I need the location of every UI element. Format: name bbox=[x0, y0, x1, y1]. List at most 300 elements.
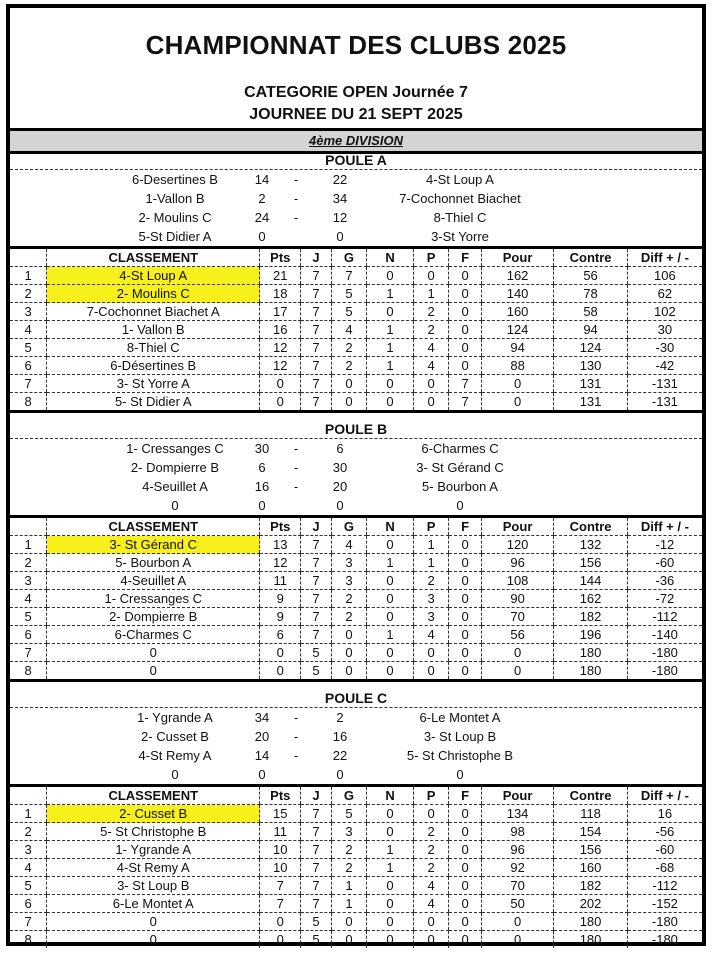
cell-j: 7 bbox=[301, 590, 331, 608]
standings-row bbox=[10, 554, 702, 572]
cell-diff: 102 bbox=[627, 303, 702, 321]
away-team: 5- St Christophe B bbox=[406, 748, 514, 763]
away-score: 0 bbox=[336, 229, 344, 244]
cell-p: 2 bbox=[413, 859, 449, 877]
home-score: 14 bbox=[254, 172, 270, 187]
home-score: 30 bbox=[254, 441, 270, 456]
cell-j: 5 bbox=[301, 931, 331, 949]
cell-rank: 6 bbox=[10, 626, 47, 644]
away-score: 12 bbox=[332, 210, 348, 225]
cell-team: 6-Charmes C bbox=[47, 626, 260, 644]
away-team: 3- St Loup B bbox=[423, 729, 497, 744]
cell-pts: 16 bbox=[260, 321, 301, 339]
home-team: 1-Vallon B bbox=[145, 191, 205, 206]
match-row bbox=[10, 496, 702, 515]
cell-n: 1 bbox=[367, 554, 413, 572]
cell-pts: 7 bbox=[260, 877, 301, 895]
cell-team: 8-Thiel C bbox=[47, 339, 260, 357]
results-sheet bbox=[6, 4, 706, 946]
standings-table bbox=[10, 787, 702, 948]
cell-contre: 180 bbox=[554, 662, 628, 680]
cell-f: 0 bbox=[449, 285, 481, 303]
cell-rank: 4 bbox=[10, 590, 47, 608]
cell-j: 7 bbox=[301, 303, 331, 321]
cell-g: 0 bbox=[331, 393, 367, 411]
cell-pts: 12 bbox=[260, 339, 301, 357]
cell-f: 0 bbox=[449, 536, 481, 554]
cell-j: 7 bbox=[301, 608, 331, 626]
standings-row bbox=[10, 536, 702, 554]
cell-n: 0 bbox=[367, 375, 413, 393]
cell-p: 0 bbox=[413, 931, 449, 949]
cell-team: 0 bbox=[47, 931, 260, 949]
away-team: 6-Le Montet A bbox=[419, 710, 501, 725]
match-list bbox=[10, 170, 702, 246]
standings-row bbox=[10, 931, 702, 949]
column-header bbox=[10, 249, 47, 267]
column-header: Contre bbox=[554, 249, 628, 267]
column-header: N bbox=[367, 518, 413, 536]
cell-contre: 180 bbox=[554, 931, 628, 949]
column-header: Pour bbox=[481, 518, 553, 536]
cell-team: 1- Vallon B bbox=[47, 321, 260, 339]
cell-team: 2- Dompierre B bbox=[47, 608, 260, 626]
standings-table-wrapper bbox=[10, 246, 702, 410]
score-separator: - bbox=[293, 441, 299, 456]
cell-f: 0 bbox=[449, 554, 481, 572]
match-row bbox=[10, 208, 702, 227]
cell-contre: 131 bbox=[554, 393, 628, 411]
cell-j: 5 bbox=[301, 662, 331, 680]
away-score: 0 bbox=[336, 498, 344, 513]
cell-f: 0 bbox=[449, 321, 481, 339]
home-team: 2- Dompierre B bbox=[130, 460, 220, 475]
cell-diff: -60 bbox=[627, 554, 702, 572]
cell-j: 7 bbox=[301, 895, 331, 913]
cell-team: 4-St Loup A bbox=[47, 267, 260, 285]
cell-f: 7 bbox=[449, 375, 481, 393]
cell-n: 0 bbox=[367, 805, 413, 823]
cell-pts: 0 bbox=[260, 375, 301, 393]
cell-g: 5 bbox=[331, 285, 367, 303]
cell-pour: 70 bbox=[481, 877, 553, 895]
cell-f: 0 bbox=[449, 572, 481, 590]
cell-contre: 162 bbox=[554, 590, 628, 608]
cell-pour: 0 bbox=[481, 393, 553, 411]
cell-n: 0 bbox=[367, 823, 413, 841]
page-title: CHAMPIONNAT DES CLUBS 2025 bbox=[145, 30, 567, 60]
cell-diff: -12 bbox=[627, 536, 702, 554]
cell-diff: -72 bbox=[627, 590, 702, 608]
cell-f: 0 bbox=[449, 267, 481, 285]
match-row bbox=[10, 727, 702, 746]
cell-diff: -131 bbox=[627, 375, 702, 393]
column-header: CLASSEMENT bbox=[47, 249, 260, 267]
column-header: F bbox=[449, 518, 481, 536]
cell-j: 7 bbox=[301, 339, 331, 357]
cell-rank: 2 bbox=[10, 554, 47, 572]
cell-pour: 70 bbox=[481, 608, 553, 626]
cell-pour: 98 bbox=[481, 823, 553, 841]
away-team: 3- St Gérand C bbox=[416, 460, 504, 475]
column-header: J bbox=[301, 518, 331, 536]
standings-row bbox=[10, 895, 702, 913]
cell-p: 0 bbox=[413, 805, 449, 823]
cell-f: 0 bbox=[449, 913, 481, 931]
cell-n: 1 bbox=[367, 626, 413, 644]
cell-rank: 5 bbox=[10, 339, 47, 357]
away-team: 3-St Yorre bbox=[431, 229, 489, 244]
home-team: 1- Ygrande A bbox=[137, 710, 213, 725]
standings-row bbox=[10, 805, 702, 823]
cell-rank: 4 bbox=[10, 859, 47, 877]
poule-title: POULE B bbox=[10, 420, 702, 439]
standings-table-wrapper bbox=[10, 784, 702, 948]
cell-n: 0 bbox=[367, 608, 413, 626]
score-separator: - bbox=[293, 210, 299, 225]
away-score: 22 bbox=[332, 748, 348, 763]
standings-row bbox=[10, 572, 702, 590]
column-header: G bbox=[331, 787, 367, 805]
cell-g: 2 bbox=[331, 608, 367, 626]
home-team: 4-Seuillet A bbox=[142, 479, 208, 494]
cell-f: 0 bbox=[449, 895, 481, 913]
cell-f: 0 bbox=[449, 590, 481, 608]
cell-g: 4 bbox=[331, 321, 367, 339]
column-header: J bbox=[301, 249, 331, 267]
column-header bbox=[10, 518, 47, 536]
standings-row bbox=[10, 626, 702, 644]
match-row bbox=[10, 439, 702, 458]
cell-f: 0 bbox=[449, 608, 481, 626]
cell-pour: 120 bbox=[481, 536, 553, 554]
column-header: G bbox=[331, 249, 367, 267]
cell-contre: 132 bbox=[554, 536, 628, 554]
cell-diff: -112 bbox=[627, 608, 702, 626]
cell-p: 0 bbox=[413, 913, 449, 931]
date-subtitle: JOURNEE DU 21 SEPT 2025 bbox=[249, 106, 463, 123]
cell-pour: 134 bbox=[481, 805, 553, 823]
cell-f: 0 bbox=[449, 626, 481, 644]
cell-g: 2 bbox=[331, 841, 367, 859]
cell-j: 7 bbox=[301, 572, 331, 590]
cell-n: 0 bbox=[367, 267, 413, 285]
cell-diff: -36 bbox=[627, 572, 702, 590]
poule-section bbox=[10, 689, 702, 948]
home-score: 24 bbox=[254, 210, 270, 225]
column-header: CLASSEMENT bbox=[47, 787, 260, 805]
home-score: 34 bbox=[254, 710, 270, 725]
cell-g: 5 bbox=[331, 303, 367, 321]
cell-team: 3- St Yorre A bbox=[47, 375, 260, 393]
home-team: 0 bbox=[171, 498, 179, 513]
category-subtitle: CATEGORIE OPEN Journée 7 bbox=[244, 84, 468, 101]
column-header: Pour bbox=[481, 787, 553, 805]
away-team: 0 bbox=[456, 498, 464, 513]
cell-contre: 160 bbox=[554, 859, 628, 877]
cell-diff: -180 bbox=[627, 662, 702, 680]
column-header: CLASSEMENT bbox=[47, 518, 260, 536]
cell-n: 0 bbox=[367, 572, 413, 590]
home-team: 4-St Remy A bbox=[138, 748, 212, 763]
cell-f: 7 bbox=[449, 393, 481, 411]
cell-pts: 12 bbox=[260, 554, 301, 572]
standings-table bbox=[10, 249, 702, 410]
cell-pts: 9 bbox=[260, 590, 301, 608]
cell-f: 0 bbox=[449, 662, 481, 680]
cell-diff: 106 bbox=[627, 267, 702, 285]
away-score: 6 bbox=[336, 441, 344, 456]
cell-team: 7-Cochonnet Biachet A bbox=[47, 303, 260, 321]
cell-contre: 154 bbox=[554, 823, 628, 841]
cell-pts: 9 bbox=[260, 608, 301, 626]
cell-j: 7 bbox=[301, 393, 331, 411]
cell-f: 0 bbox=[449, 303, 481, 321]
cell-contre: 180 bbox=[554, 913, 628, 931]
cell-contre: 156 bbox=[554, 554, 628, 572]
cell-diff: -140 bbox=[627, 626, 702, 644]
cell-f: 0 bbox=[449, 841, 481, 859]
standings-header-row bbox=[10, 249, 702, 267]
cell-p: 2 bbox=[413, 321, 449, 339]
cell-team: 4-St Remy A bbox=[47, 859, 260, 877]
home-score: 14 bbox=[254, 748, 270, 763]
cell-pts: 0 bbox=[260, 931, 301, 949]
cell-j: 7 bbox=[301, 554, 331, 572]
cell-team: 4-Seuillet A bbox=[47, 572, 260, 590]
cell-rank: 1 bbox=[10, 805, 47, 823]
cell-p: 1 bbox=[413, 554, 449, 572]
cell-n: 0 bbox=[367, 590, 413, 608]
score-separator: - bbox=[293, 710, 299, 725]
cell-n: 1 bbox=[367, 339, 413, 357]
cell-j: 5 bbox=[301, 644, 331, 662]
cell-contre: 94 bbox=[554, 321, 628, 339]
section-divider bbox=[10, 679, 702, 682]
cell-g: 2 bbox=[331, 339, 367, 357]
cell-p: 4 bbox=[413, 357, 449, 375]
cell-pour: 162 bbox=[481, 267, 553, 285]
cell-p: 4 bbox=[413, 339, 449, 357]
column-header: N bbox=[367, 249, 413, 267]
column-header: Pts bbox=[260, 787, 301, 805]
away-team: 7-Cochonnet Biachet bbox=[399, 191, 521, 206]
cell-pts: 10 bbox=[260, 859, 301, 877]
cell-team: 0 bbox=[47, 662, 260, 680]
cell-diff: -112 bbox=[627, 877, 702, 895]
match-row bbox=[10, 477, 702, 496]
standings-row bbox=[10, 859, 702, 877]
cell-g: 0 bbox=[331, 913, 367, 931]
cell-g: 0 bbox=[331, 375, 367, 393]
cell-pts: 11 bbox=[260, 823, 301, 841]
cell-g: 1 bbox=[331, 895, 367, 913]
column-header: P bbox=[413, 249, 449, 267]
cell-p: 4 bbox=[413, 895, 449, 913]
cell-rank: 8 bbox=[24, 931, 32, 947]
cell-j: 5 bbox=[301, 913, 331, 931]
cell-pts: 12 bbox=[260, 357, 301, 375]
cell-diff: -180 bbox=[627, 913, 702, 931]
cell-pour: 0 bbox=[481, 644, 553, 662]
cell-diff: -42 bbox=[627, 357, 702, 375]
column-header: G bbox=[331, 518, 367, 536]
away-score: 30 bbox=[332, 460, 348, 475]
cell-j: 7 bbox=[301, 805, 331, 823]
cell-team: 5- St Christophe B bbox=[47, 823, 260, 841]
cell-n: 1 bbox=[367, 859, 413, 877]
home-team: 2- Cusset B bbox=[141, 729, 209, 744]
cell-n: 0 bbox=[367, 536, 413, 554]
cell-pour: 0 bbox=[481, 913, 553, 931]
cell-contre: 144 bbox=[554, 572, 628, 590]
column-header: P bbox=[413, 518, 449, 536]
column-header: Pour bbox=[481, 249, 553, 267]
away-score: 2 bbox=[336, 710, 344, 725]
cell-g: 0 bbox=[331, 931, 367, 949]
division-label: 4ème DIVISION bbox=[309, 133, 403, 148]
standings-row bbox=[10, 321, 702, 339]
cell-n: 0 bbox=[367, 303, 413, 321]
home-score: 2 bbox=[258, 191, 266, 206]
cell-pour: 140 bbox=[481, 285, 553, 303]
match-row bbox=[10, 227, 702, 246]
cell-pts: 17 bbox=[260, 303, 301, 321]
cell-rank: 8 bbox=[24, 662, 32, 678]
cell-j: 7 bbox=[301, 285, 331, 303]
cell-team: 2- Moulins C bbox=[47, 285, 260, 303]
column-header: Diff + / - bbox=[627, 787, 702, 805]
standings-row bbox=[10, 267, 702, 285]
cell-p: 0 bbox=[413, 375, 449, 393]
cell-pour: 108 bbox=[481, 572, 553, 590]
column-header: Pts bbox=[260, 249, 301, 267]
cell-p: 2 bbox=[413, 303, 449, 321]
cell-rank: 1 bbox=[10, 536, 47, 554]
cell-team: 3- St Gérand C bbox=[47, 536, 260, 554]
match-row bbox=[10, 458, 702, 477]
cell-j: 7 bbox=[301, 877, 331, 895]
home-team: 0 bbox=[171, 767, 179, 782]
column-header bbox=[10, 787, 47, 805]
standings-row bbox=[10, 913, 702, 931]
cell-g: 3 bbox=[331, 572, 367, 590]
cell-team: 6-Désertines B bbox=[47, 357, 260, 375]
cell-pts: 10 bbox=[260, 841, 301, 859]
cell-contre: 56 bbox=[554, 267, 628, 285]
cell-pour: 96 bbox=[481, 554, 553, 572]
cell-p: 3 bbox=[413, 608, 449, 626]
away-team: 0 bbox=[456, 767, 464, 782]
home-score: 0 bbox=[258, 767, 266, 782]
cell-pour: 92 bbox=[481, 859, 553, 877]
away-score: 34 bbox=[332, 191, 348, 206]
home-score: 0 bbox=[258, 229, 266, 244]
cell-diff: 16 bbox=[627, 805, 702, 823]
cell-contre: 124 bbox=[554, 339, 628, 357]
cell-rank: 8 bbox=[24, 393, 32, 409]
cell-n: 0 bbox=[367, 662, 413, 680]
cell-rank: 6 bbox=[10, 895, 47, 913]
cell-f: 0 bbox=[449, 644, 481, 662]
poule-title: POULE A bbox=[10, 151, 702, 170]
cell-rank: 2 bbox=[10, 823, 47, 841]
cell-rank: 2 bbox=[10, 285, 47, 303]
cell-g: 2 bbox=[331, 859, 367, 877]
cell-n: 1 bbox=[367, 841, 413, 859]
cell-p: 2 bbox=[413, 572, 449, 590]
cell-n: 0 bbox=[367, 895, 413, 913]
cell-p: 1 bbox=[413, 536, 449, 554]
match-row bbox=[10, 170, 702, 189]
cell-rank: 5 bbox=[10, 608, 47, 626]
cell-n: 0 bbox=[367, 931, 413, 949]
cell-pts: 0 bbox=[260, 393, 301, 411]
cell-pour: 50 bbox=[481, 895, 553, 913]
home-score: 16 bbox=[254, 479, 270, 494]
cell-contre: 130 bbox=[554, 357, 628, 375]
cell-j: 7 bbox=[301, 375, 331, 393]
cell-pts: 0 bbox=[260, 913, 301, 931]
cell-diff: -60 bbox=[627, 841, 702, 859]
score-separator: - bbox=[293, 191, 299, 206]
cell-p: 4 bbox=[413, 626, 449, 644]
cell-team: 6-Le Montet A bbox=[47, 895, 260, 913]
cell-contre: 202 bbox=[554, 895, 628, 913]
cell-rank: 7 bbox=[10, 913, 47, 931]
column-header: Diff + / - bbox=[627, 518, 702, 536]
cell-rank: 3 bbox=[10, 572, 47, 590]
cell-contre: 58 bbox=[554, 303, 628, 321]
cell-diff: 30 bbox=[627, 321, 702, 339]
cell-contre: 131 bbox=[554, 375, 628, 393]
column-header: F bbox=[449, 787, 481, 805]
cell-j: 7 bbox=[301, 823, 331, 841]
cell-j: 7 bbox=[301, 267, 331, 285]
column-header: Contre bbox=[554, 787, 628, 805]
cell-p: 4 bbox=[413, 877, 449, 895]
cell-pts: 21 bbox=[260, 267, 301, 285]
cell-p: 1 bbox=[413, 285, 449, 303]
cell-diff: 62 bbox=[627, 285, 702, 303]
poule-title: POULE C bbox=[10, 689, 702, 708]
cell-rank: 1 bbox=[10, 267, 47, 285]
cell-pts: 11 bbox=[260, 572, 301, 590]
match-row bbox=[10, 708, 702, 727]
standings-row bbox=[10, 339, 702, 357]
cell-n: 0 bbox=[367, 877, 413, 895]
match-list bbox=[10, 708, 702, 784]
cell-n: 1 bbox=[367, 321, 413, 339]
away-team: 6-Charmes C bbox=[421, 441, 499, 456]
standings-table-wrapper bbox=[10, 515, 702, 679]
cell-pour: 88 bbox=[481, 357, 553, 375]
match-list bbox=[10, 439, 702, 515]
away-team: 4-St Loup A bbox=[426, 172, 494, 187]
cell-pts: 0 bbox=[260, 662, 301, 680]
cell-team: 0 bbox=[47, 913, 260, 931]
cell-contre: 78 bbox=[554, 285, 628, 303]
standings-row bbox=[10, 590, 702, 608]
cell-f: 0 bbox=[449, 931, 481, 949]
column-header: N bbox=[367, 787, 413, 805]
home-team: 6-Desertines B bbox=[132, 172, 218, 187]
cell-team: 5- St Didier A bbox=[47, 393, 260, 411]
cell-pour: 160 bbox=[481, 303, 553, 321]
cell-diff: -30 bbox=[627, 339, 702, 357]
cell-n: 0 bbox=[367, 913, 413, 931]
score-separator: - bbox=[293, 479, 299, 494]
